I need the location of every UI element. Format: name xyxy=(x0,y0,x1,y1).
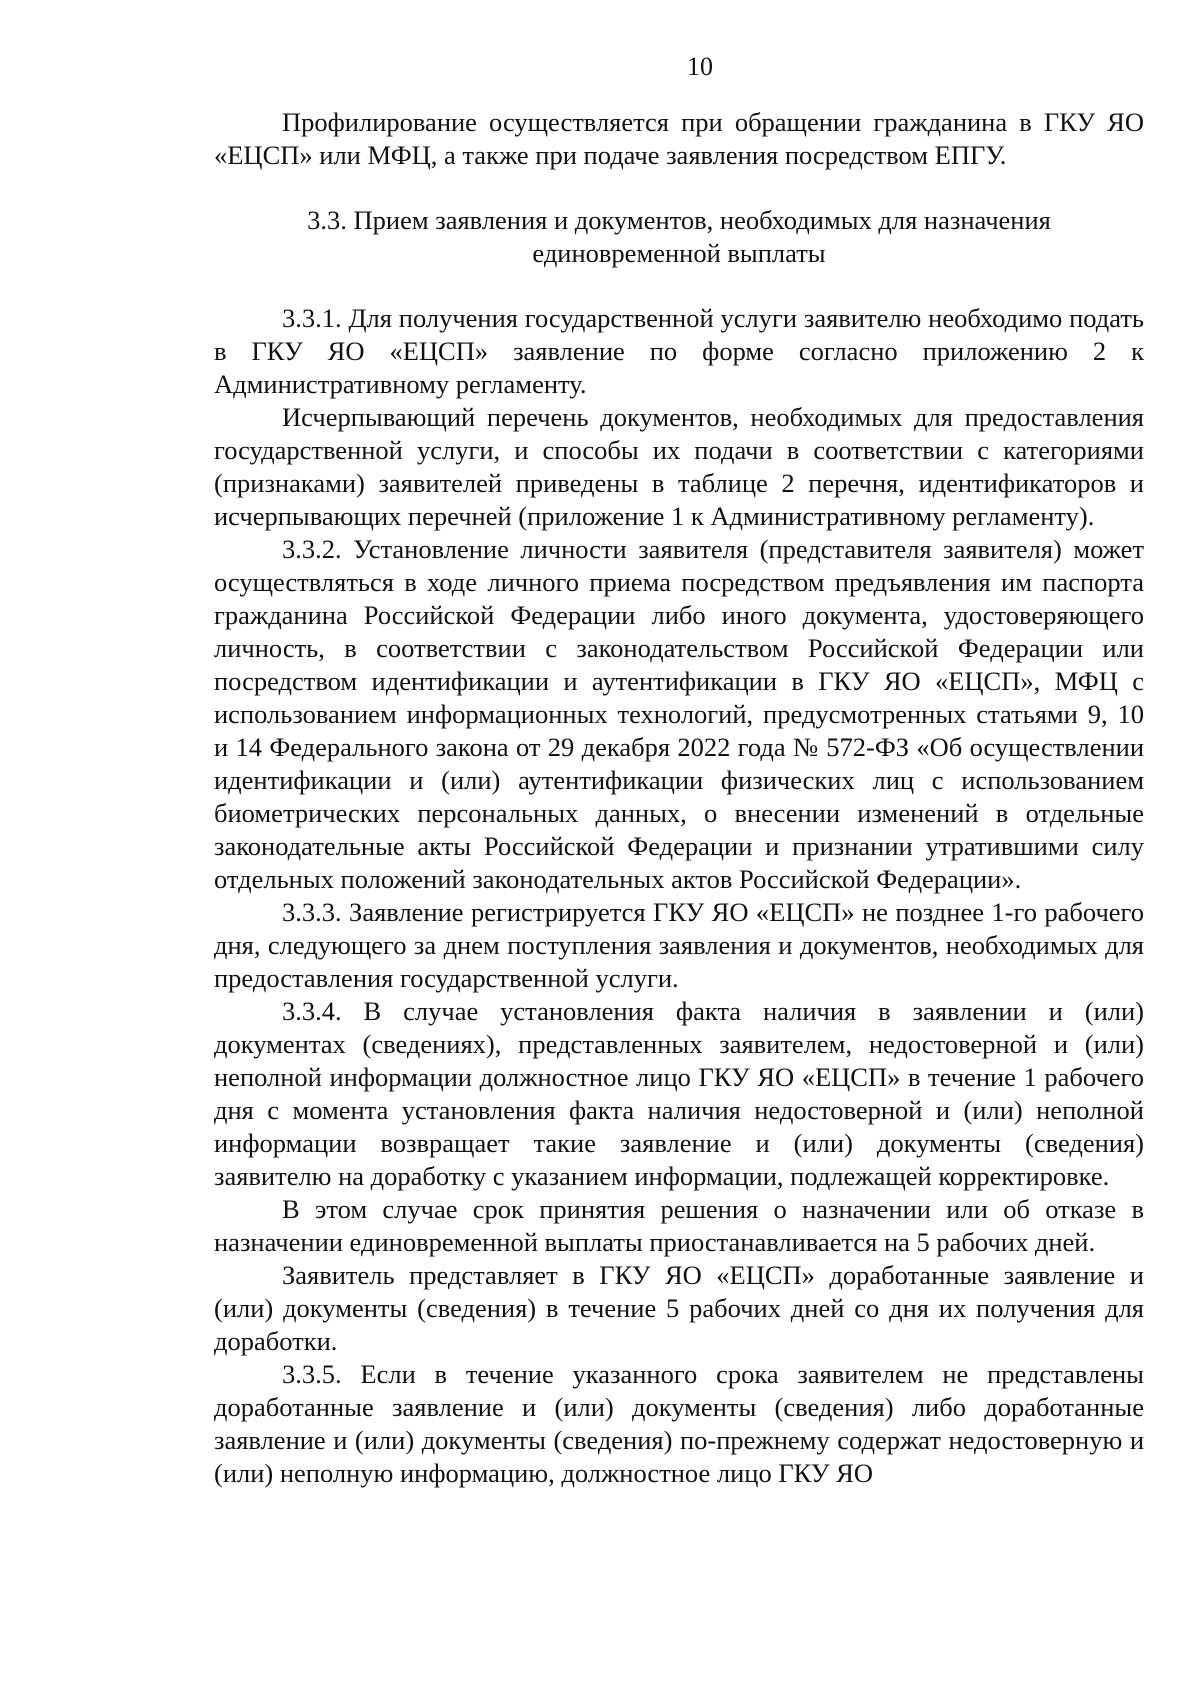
paragraph-suspension: В этом случае срок принятия решения о назначении или об отказе в назначении единовременной выплаты приостанавливается на 5 рабочих дней. xyxy=(214,1194,1144,1257)
paragraph-profiling: Профилирование осуществляется при обращении гражданина в ГКУ ЯО «ЕЦСП» или МФЦ, а также при подаче заявления посредством ЕПГУ. xyxy=(214,107,1144,170)
document-body xyxy=(214,106,1144,1490)
paragraph-3-3-5: 3.3.5. Если в течение указанного срока заявителем не представлены доработанные заявление и (или) документы (сведения) либо доработанные заявление и (или) документы (сведения) по-прежнему содержат недостоверную и (или) неполную информацию, должностное лицо ГКУ ЯО xyxy=(214,1359,1144,1488)
paragraph-documents-list: Исчерпывающий перечень документов, необходимых для предоставления государственной услуги, и способы их подачи в соответствии с категориями (признаками) заявителей приведены в таблице 2 перечня, идентификаторов и исчерпывающих перечней (приложение 1 к Административному регламенту). xyxy=(214,402,1144,531)
paragraph-3-3-4: 3.3.4. В случае установления факта наличия в заявлении и (или) документах (сведениях), представленных заявителем, недостоверной и (или) неполной информации должностное лицо ГКУ ЯО «ЕЦСП» в течение 1 рабочего дня с момента установления факта наличия недостоверной и (или) неполной информации возвращает такие заявление и (или) документы (сведения) заявителю на доработку с указанием информации, подлежащей корректировке. xyxy=(214,996,1144,1191)
paragraph-resubmission: Заявитель представляет в ГКУ ЯО «ЕЦСП» доработанные заявление и (или) документы (сведения) в течение 5 рабочих дней со дня их получения для доработки. xyxy=(214,1260,1144,1356)
page-number: 10 xyxy=(687,52,713,81)
paragraph-3-3-1: 3.3.1. Для получения государственной услуги заявителю необходимо подать в ГКУ ЯО «ЕЦСП» заявление по форме согласно приложению 2 к Административному регламенту. xyxy=(214,303,1144,399)
section-heading: 3.3. Прием заявления и документов, необходимых для назначения единовременной выплаты xyxy=(307,205,1051,268)
paragraph-3-3-3: 3.3.3. Заявление регистрируется ГКУ ЯО «ЕЦСП» не позднее 1-го рабочего дня, следующего за днем поступления заявления и документов, необходимых для предоставления государственной услуги. xyxy=(214,897,1144,993)
paragraph-3-3-2: 3.3.2. Установление личности заявителя (представителя заявителя) может осуществляться в ходе личного приема посредством предъявления им паспорта гражданина Российской Федерации либо иного документа, удостоверяющего личность, в соответствии с законодательством Российской Федерации или посредством идентификации и аутентификации в ГКУ ЯО «ЕЦСП», МФЦ с использованием информационных технологий, предусмотренных статьями 9, 10 и 14 Федерального закона от 29 декабря 2022 года № 572-ФЗ «Об осуществлении идентификации и (или) аутентификации физических лиц с использованием биометрических персональных данных, о внесении изменений в отдельные законодательные акты Российской Федерации и признании утратившими силу отдельных положений законодательных актов Российской Федерации». xyxy=(214,534,1144,894)
